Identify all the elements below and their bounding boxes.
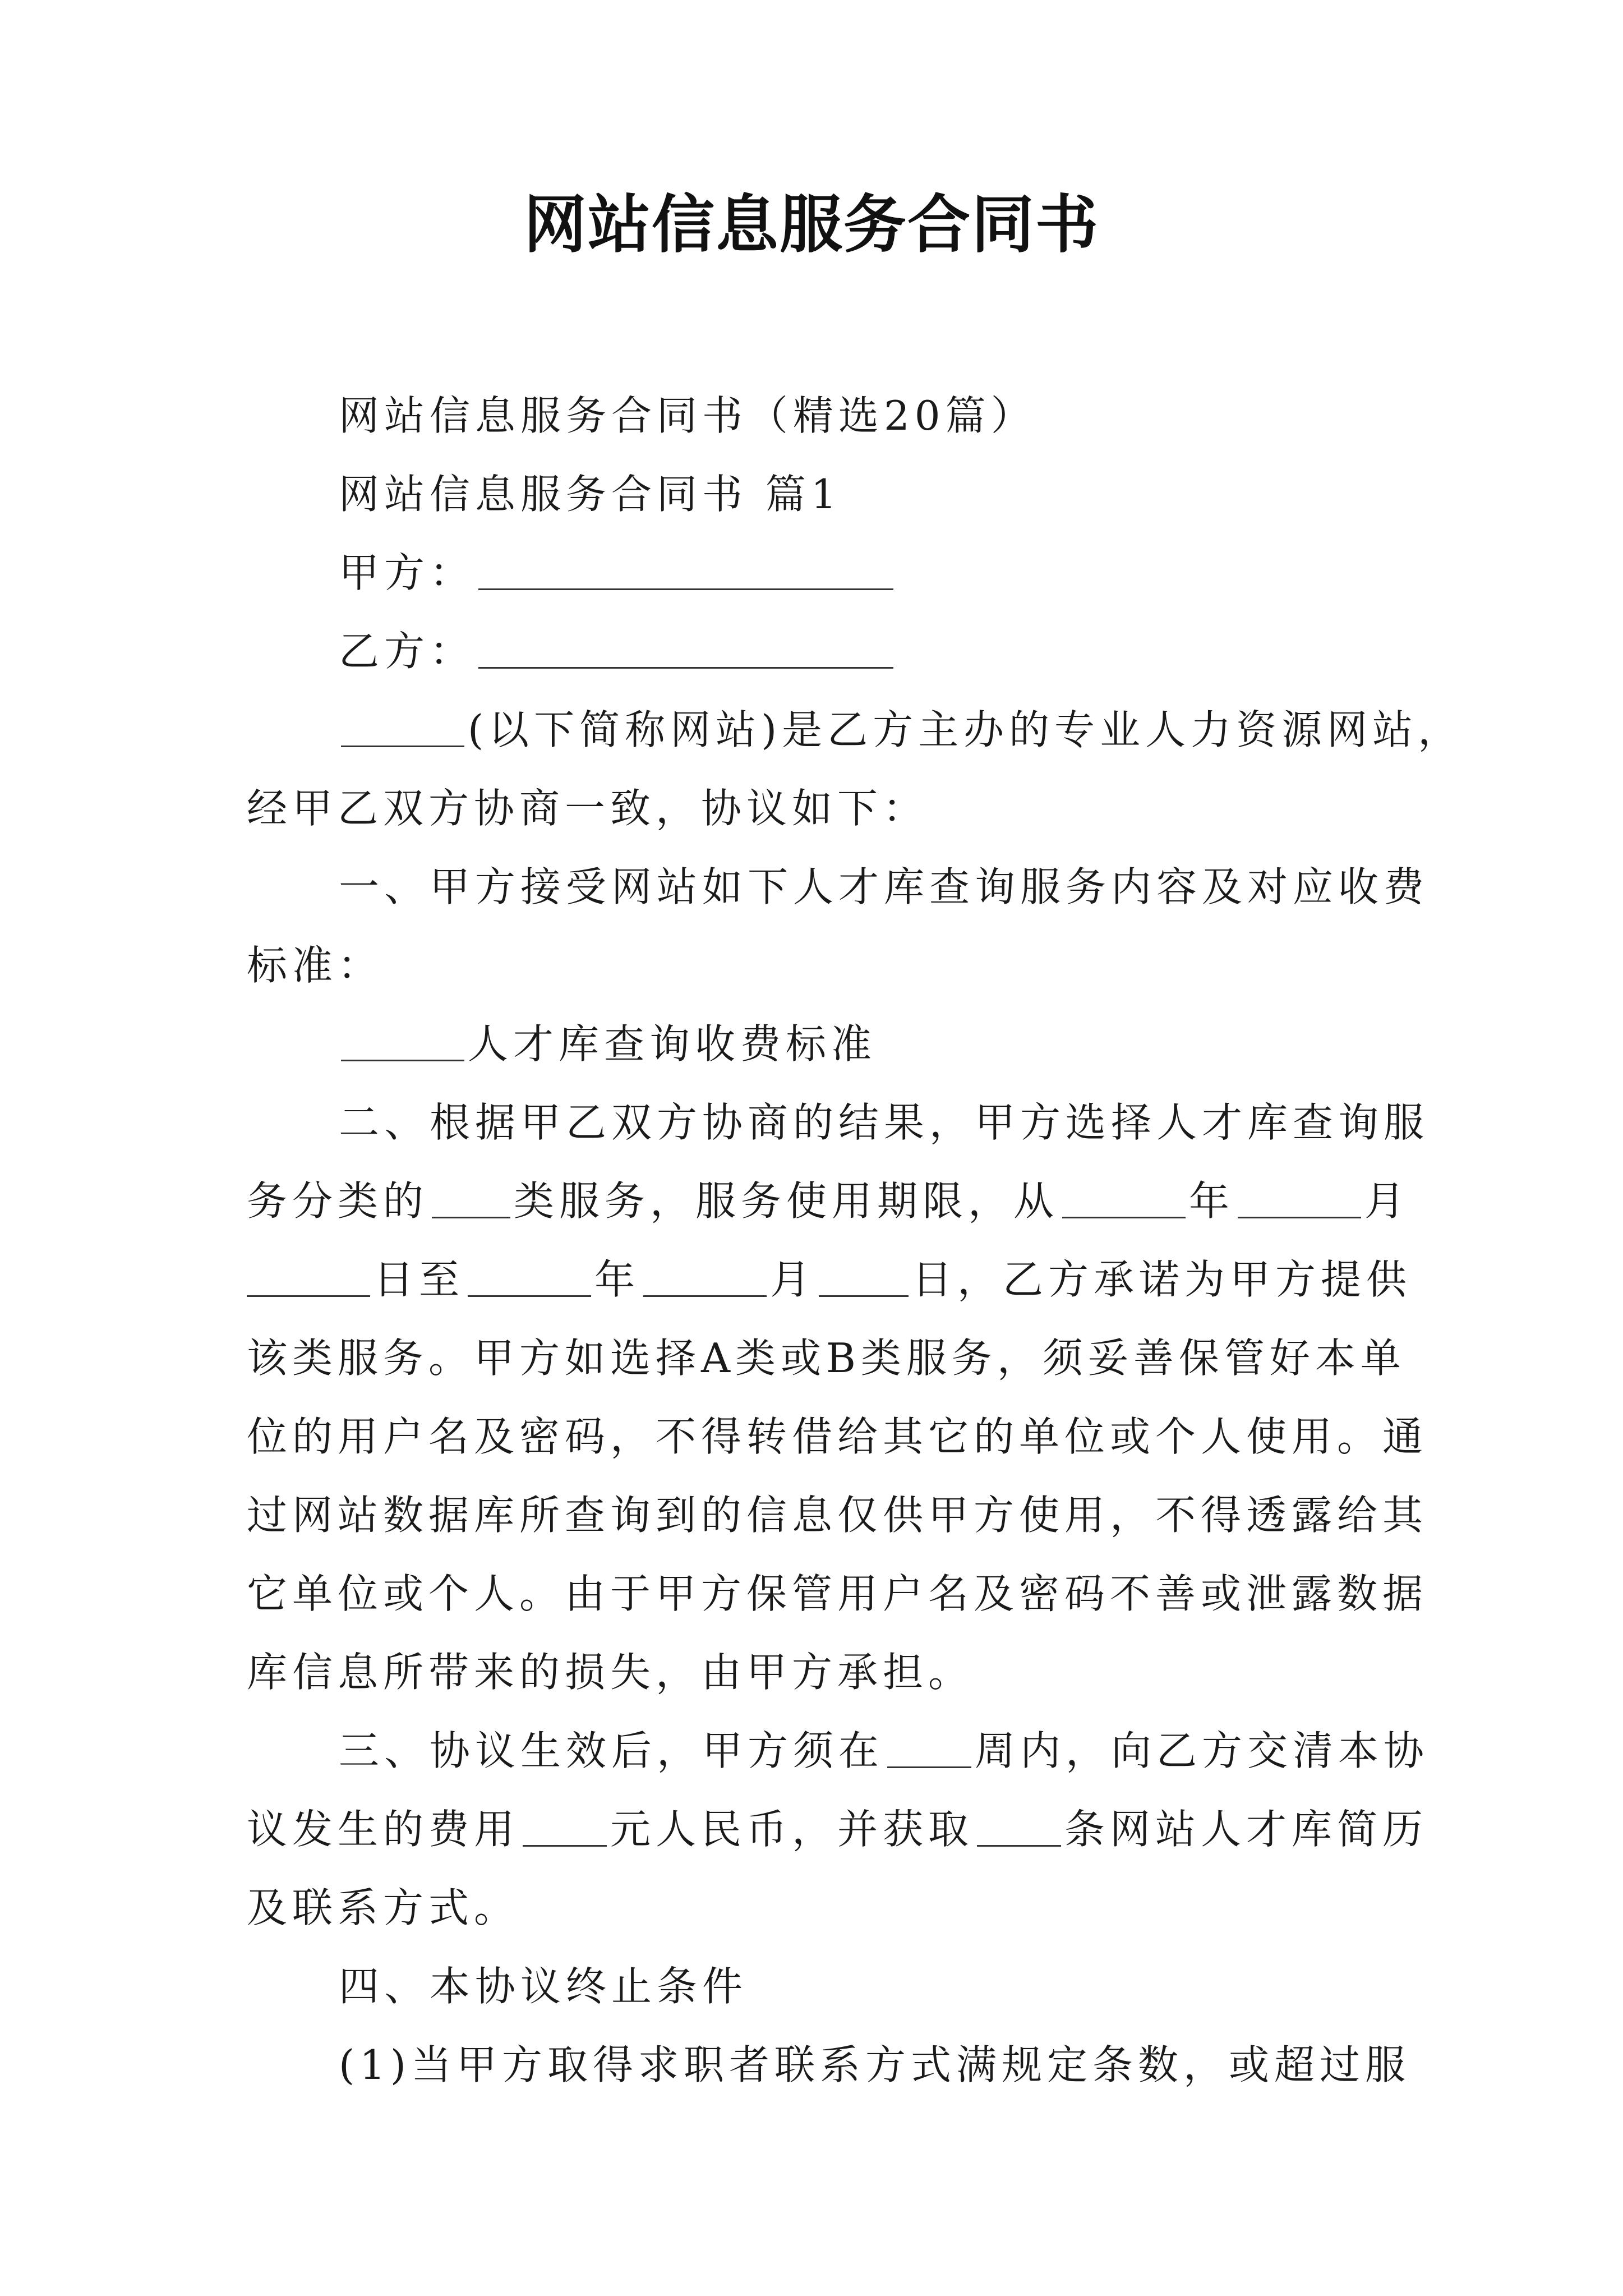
- clause-3-text-1b: 周内，向乙方交清本协: [975, 1727, 1430, 1774]
- clause-3-line-3: [247, 1884, 520, 1931]
- clause-3-text-1a: 三、协议生效后，甲方须在: [339, 1727, 884, 1774]
- clause-4-heading-line: [339, 1963, 748, 2010]
- section-heading-text: 网站信息服务合同书 篇1: [339, 471, 842, 518]
- clause-2-line-8: [247, 1649, 974, 1696]
- clause-2-text-3: 日，乙方承诺为甲方提供: [912, 1256, 1412, 1303]
- year-label-1: 年: [1189, 1177, 1235, 1225]
- party-a-label: 甲方：: [339, 549, 476, 596]
- clause-4-item-1-text: (1)当甲方取得求职者联系方式满规定条数，或超过服: [339, 2041, 1410, 2088]
- service-class-blank: [432, 1216, 510, 1218]
- clause-2-text-2a: 务分类的: [247, 1177, 429, 1225]
- day-to-label: 日至: [374, 1256, 465, 1303]
- subtitle-text: 网站信息服务合同书（精选20篇）: [339, 392, 1036, 439]
- start-year-blank: [1062, 1216, 1186, 1218]
- clause-2-line-2: [247, 1177, 1410, 1225]
- section-heading-line: [339, 471, 842, 518]
- party-b-line: [339, 628, 897, 675]
- clause-2-text-5: 位的用户名及密码，不得转借给其它的单位或个人使用。通: [247, 1413, 1428, 1460]
- clause-3-text-2c: 条网站人才库简历: [1064, 1806, 1428, 1853]
- end-month-blank: [643, 1295, 767, 1297]
- clause-2-line-5: [247, 1413, 1428, 1460]
- start-month-blank: [1238, 1216, 1361, 1218]
- weeks-blank: [887, 1766, 971, 1768]
- clause-3-text-2a: 议发生的费用: [247, 1806, 520, 1853]
- start-day-blank: [247, 1295, 370, 1297]
- agreement-text: 经甲乙双方协商一致，协议如下：: [247, 785, 929, 832]
- clause-3-text-2b: 元人民币，并获取: [610, 1806, 974, 1853]
- end-year-blank: [468, 1295, 591, 1297]
- clause-2-line-1: [339, 1099, 1430, 1146]
- end-day-blank: [819, 1295, 909, 1297]
- clause-2-text-7: 它单位或个人。由于甲方保管用户名及密码不善或泄露数据: [247, 1570, 1428, 1617]
- amount-blank: [523, 1844, 607, 1847]
- party-a-line: [339, 549, 897, 596]
- website-name-blank: [341, 745, 464, 747]
- clause-3-text-3: 及联系方式。: [247, 1884, 520, 1931]
- year-label-2: 年: [594, 1256, 640, 1303]
- clause-3-line-2: [247, 1806, 1428, 1853]
- clause-2-text-4: 该类服务。甲方如选择A类或B类服务，须妥善保管好本单: [247, 1335, 1406, 1382]
- clause-4-item-1-line: [339, 2041, 1410, 2088]
- clause-2-text-1: 二、根据甲乙双方协商的结果，甲方选择人才库查询服: [339, 1099, 1430, 1146]
- clause-1-line-1: [339, 863, 1430, 910]
- clause-2-line-7: [247, 1570, 1428, 1617]
- website-intro-text: (以下简称网站)是乙方主办的专业人力资源网站，: [468, 706, 1464, 753]
- clause-1-text-1: 一、甲方接受网站如下人才库查询服务内容及对应收费: [339, 863, 1430, 910]
- document-title: 网站信息服务合同书: [524, 188, 1099, 261]
- party-b-label: 乙方：: [339, 628, 476, 675]
- website-intro-line: [341, 706, 1464, 753]
- clause-1-line-2: [247, 942, 384, 989]
- fee-standard-blank: [341, 1059, 464, 1061]
- clause-4-heading-text: 四、本协议终止条件: [339, 1963, 748, 2010]
- agreement-line: [247, 785, 929, 832]
- party-b-blank: [478, 666, 893, 669]
- clause-3-line-1: [339, 1727, 1430, 1774]
- fee-standard-line: [341, 1020, 877, 1068]
- subtitle-line: [339, 392, 1036, 439]
- clause-2-line-6: [247, 1492, 1428, 1539]
- fee-standard-text: 人才库查询收费标准: [468, 1020, 877, 1068]
- month-label-1: 月: [1364, 1177, 1410, 1225]
- clause-2-text-8: 库信息所带来的损失，由甲方承担。: [247, 1649, 974, 1696]
- clause-1-text-2: 标准：: [247, 942, 384, 989]
- party-a-blank: [478, 588, 893, 590]
- month-label-2: 月: [770, 1256, 816, 1303]
- resume-count-blank: [977, 1844, 1061, 1847]
- clause-2-line-4: [247, 1335, 1406, 1382]
- clause-2-text-6: 过网站数据库所查询到的信息仅供甲方使用，不得透露给其: [247, 1492, 1428, 1539]
- clause-2-line-3: [247, 1256, 1412, 1303]
- clause-2-text-2b: 类服务，服务使用期限，从: [514, 1177, 1059, 1225]
